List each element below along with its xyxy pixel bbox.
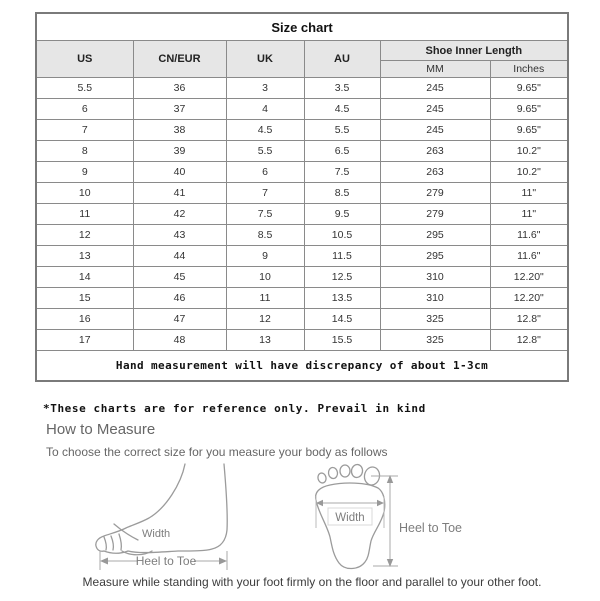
table-cell: 9 <box>226 246 304 267</box>
table-cell: 12.20" <box>490 288 568 309</box>
table-cell: 279 <box>380 183 490 204</box>
table-cell: 245 <box>380 120 490 141</box>
table-cell: 5.5 <box>304 120 380 141</box>
size-chart-table <box>35 12 569 382</box>
table-cell: 37 <box>133 99 226 120</box>
table-cell: 7 <box>36 120 133 141</box>
table-cell: 39 <box>133 141 226 162</box>
table-cell: 11" <box>490 183 568 204</box>
header-row <box>36 41 568 61</box>
table-cell: 11 <box>226 288 304 309</box>
measure-caption: Measure while standing with your foot firmly on the floor and parallel to your other foot. <box>82 575 542 589</box>
column-header-au: AU <box>304 41 380 78</box>
table-cell: 245 <box>380 99 490 120</box>
column-header-shoe-inner-length: Shoe Inner Length <box>380 41 568 61</box>
reference-note: *These charts are for reference only. Prevail in kind <box>43 402 426 415</box>
table-row <box>36 309 568 330</box>
table-cell: 7.5 <box>304 162 380 183</box>
table-row <box>36 162 568 183</box>
table-cell: 7 <box>226 183 304 204</box>
table-cell: 13.5 <box>304 288 380 309</box>
table-cell: 10.2" <box>490 141 568 162</box>
table-cell: 279 <box>380 204 490 225</box>
table-cell: 6.5 <box>304 141 380 162</box>
table-cell: 7.5 <box>226 204 304 225</box>
table-cell: 263 <box>380 141 490 162</box>
table-cell: 11 <box>36 204 133 225</box>
table-cell: 43 <box>133 225 226 246</box>
foot-sole-view-drawing <box>316 464 462 569</box>
table-cell: 4.5 <box>226 120 304 141</box>
table-cell: 45 <box>133 267 226 288</box>
table-cell: 14.5 <box>304 309 380 330</box>
table-cell: 17 <box>36 330 133 351</box>
table-cell: 9.5 <box>304 204 380 225</box>
table-cell: 9.65" <box>490 78 568 99</box>
table-cell: 11" <box>490 204 568 225</box>
table-cell: 12.8" <box>490 309 568 330</box>
table-cell: 10.5 <box>304 225 380 246</box>
table-cell: 10.2" <box>490 162 568 183</box>
sole-view-heel-to-toe-label: Heel to Toe <box>399 521 463 535</box>
table-cell: 12.20" <box>490 267 568 288</box>
table-row <box>36 99 568 120</box>
table-cell: 12.8" <box>490 330 568 351</box>
table-cell: 15.5 <box>304 330 380 351</box>
table-cell: 11.5 <box>304 246 380 267</box>
column-header-us: US <box>36 41 133 78</box>
table-cell: 11.6" <box>490 246 568 267</box>
sole-view-width-dimension <box>316 496 384 528</box>
table-cell: 41 <box>133 183 226 204</box>
table-cell: 10 <box>36 183 133 204</box>
table-row <box>36 330 568 351</box>
table-row <box>36 267 568 288</box>
title-row <box>36 13 568 41</box>
sole-view-heel-to-toe-dimension <box>371 475 462 567</box>
column-header-mm: MM <box>380 61 490 78</box>
table-cell: 3.5 <box>304 78 380 99</box>
table-cell: 295 <box>380 225 490 246</box>
column-header-inches: Inches <box>490 61 568 78</box>
table-cell: 245 <box>380 78 490 99</box>
table-cell: 6 <box>226 162 304 183</box>
table-cell: 12 <box>36 225 133 246</box>
table-cell: 14 <box>36 267 133 288</box>
table-cell: 9 <box>36 162 133 183</box>
table-title: Size chart <box>36 13 568 41</box>
table-row <box>36 204 568 225</box>
table-row <box>36 225 568 246</box>
table-cell: 8.5 <box>226 225 304 246</box>
table-cell: 15 <box>36 288 133 309</box>
table-cell: 36 <box>133 78 226 99</box>
table-row <box>36 141 568 162</box>
foot-measurement-diagram <box>60 462 480 576</box>
table-cell: 10 <box>226 267 304 288</box>
table-row <box>36 183 568 204</box>
how-to-measure-title: How to Measure <box>46 421 156 438</box>
table-cell: 44 <box>133 246 226 267</box>
table-row <box>36 288 568 309</box>
side-view-width-label: Width <box>142 528 171 540</box>
table-cell: 48 <box>133 330 226 351</box>
how-to-measure-subtitle: To choose the correct size for you measure your body as follows <box>46 445 388 459</box>
column-header-uk: UK <box>226 41 304 78</box>
foot-side-view-drawing <box>96 464 227 570</box>
table-cell: 13 <box>36 246 133 267</box>
table-cell: 263 <box>380 162 490 183</box>
side-view-heel-to-toe-label: Heel to Toe <box>135 554 197 568</box>
table-cell: 47 <box>133 309 226 330</box>
table-cell: 325 <box>380 330 490 351</box>
sole-view-width-label: Width <box>335 512 365 524</box>
table-cell: 8 <box>36 141 133 162</box>
table-cell: 325 <box>380 309 490 330</box>
table-cell: 12.5 <box>304 267 380 288</box>
table-cell: 42 <box>133 204 226 225</box>
table-footnote: Hand measurement will have discrepancy of about 1-3cm <box>36 351 568 382</box>
table-row <box>36 246 568 267</box>
table-row <box>36 120 568 141</box>
column-header-cn-eur: CN/EUR <box>133 41 226 78</box>
table-cell: 40 <box>133 162 226 183</box>
table-cell: 5.5 <box>36 78 133 99</box>
table-cell: 295 <box>380 246 490 267</box>
table-cell: 16 <box>36 309 133 330</box>
table-cell: 6 <box>36 99 133 120</box>
table-cell: 3 <box>226 78 304 99</box>
table-cell: 8.5 <box>304 183 380 204</box>
table-cell: 12 <box>226 309 304 330</box>
table-cell: 4 <box>226 99 304 120</box>
table-cell: 46 <box>133 288 226 309</box>
table-cell: 9.65" <box>490 99 568 120</box>
table-cell: 38 <box>133 120 226 141</box>
table-row <box>36 78 568 99</box>
table-cell: 5.5 <box>226 141 304 162</box>
table-cell: 13 <box>226 330 304 351</box>
side-view-heel-to-toe-dimension <box>100 551 227 570</box>
table-cell: 310 <box>380 267 490 288</box>
table-cell: 11.6" <box>490 225 568 246</box>
footnote-row <box>36 351 568 382</box>
table-cell: 310 <box>380 288 490 309</box>
table-cell: 9.65" <box>490 120 568 141</box>
table-cell: 4.5 <box>304 99 380 120</box>
